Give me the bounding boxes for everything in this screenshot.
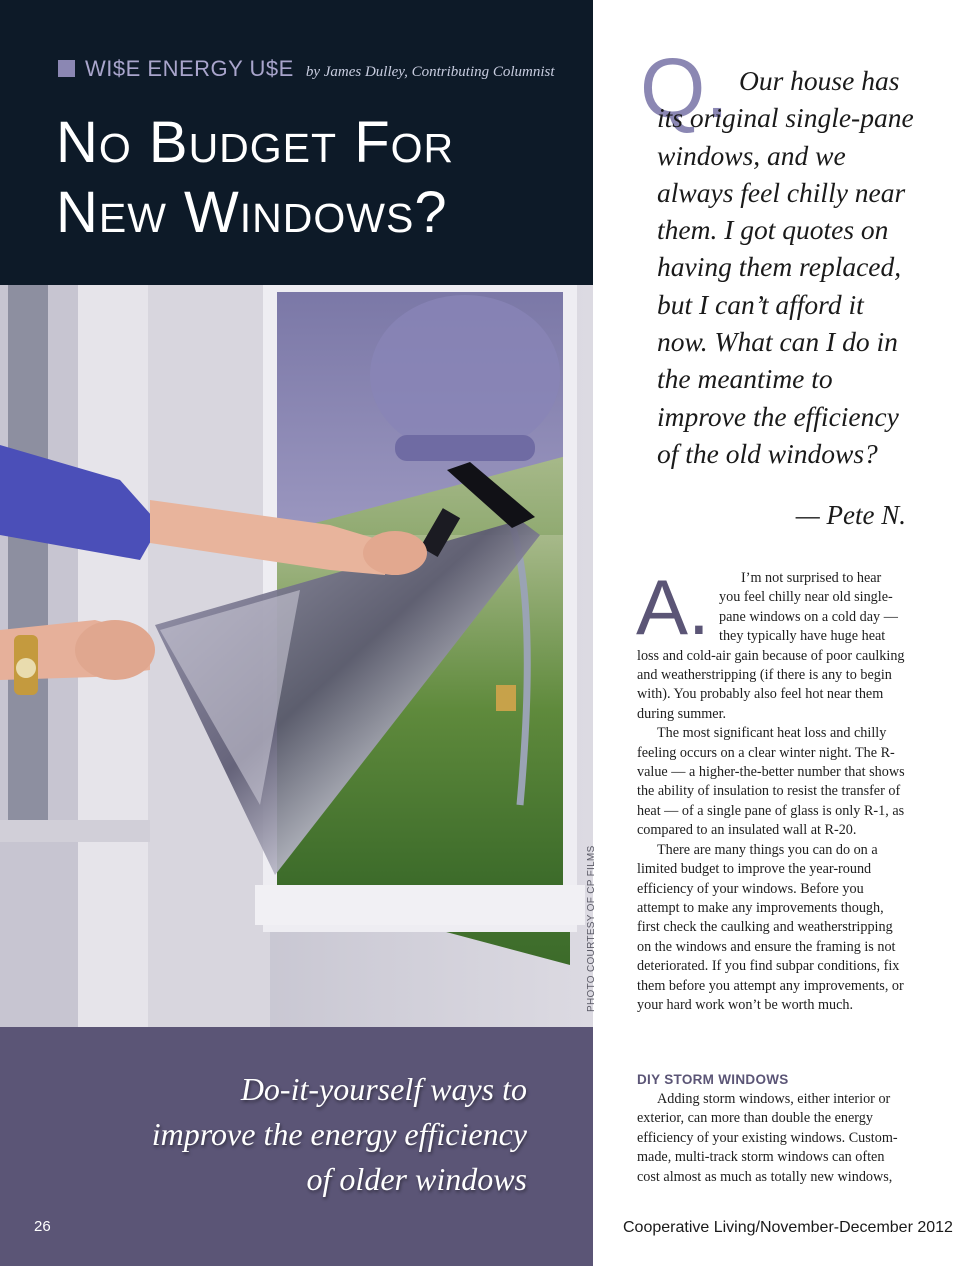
answer-letter: A. bbox=[636, 563, 710, 651]
window-film-photo bbox=[0, 285, 593, 1027]
headline-line-2: New Windows? bbox=[56, 180, 448, 245]
headline-line-1: No Budget For bbox=[56, 110, 455, 175]
deck-line-1: Do-it-yourself ways to bbox=[240, 1071, 527, 1107]
deck bbox=[152, 1067, 527, 1202]
department-line bbox=[58, 56, 555, 82]
section-text: Adding storm windows, either interior or exterior, can more than double the energy efficiency of your existing windows. Custom-made, multi-track storm windows can often cost almost as much as totally new windows, bbox=[637, 1091, 898, 1185]
byline: by James Dulley, Contributing Columnist bbox=[305, 64, 555, 80]
answer-paragraph: There are many things you can do on a limited budget to improve the year-round efficiency of your windows. Before you attempt to make any improvements though, first check the caulking and weatherstripping on the windows and ensure the framing is not deteriorated. If you find subpar conditions, fix them before you attempt any improvements, or your hard work won’t be worth much. bbox=[637, 841, 904, 1013]
department-name: WI$E ENERGY U$E bbox=[85, 56, 294, 81]
department-square-icon bbox=[58, 60, 75, 77]
article-header bbox=[0, 0, 593, 285]
question-letter: Q. bbox=[640, 41, 729, 135]
question-text: Our house has its original single-pane windows, and we always feel chilly near them. I got quotes on having them replaced, but I can’t afford it now. What can I do in the meantime to improve the efficiency of the old windows? bbox=[657, 65, 914, 469]
headline bbox=[56, 108, 454, 248]
answer-paragraph: I’m not surprised to hear you feel chilly near old single-pane windows on a cold day — they typically have huge heat loss and cold-air gain because of poor caulking and weatherstripping (if there is any to begin with). You probably also feel hot near them during summer. bbox=[637, 570, 905, 722]
footer-publication: Cooperative Living/November-December 2012 bbox=[623, 1219, 953, 1236]
section-heading: DIY STORM WINDOWS bbox=[637, 1072, 789, 1087]
page-number: 26 bbox=[34, 1218, 51, 1235]
deck-line-2: improve the energy efficiency bbox=[151, 1116, 527, 1152]
deck-line-3: of older windows bbox=[306, 1161, 527, 1197]
answer-body bbox=[636, 563, 906, 1015]
photo-credit: PHOTO COURTESY OF CP FILMS bbox=[586, 845, 597, 1012]
question-signature: — Pete N. bbox=[795, 500, 906, 530]
answer-paragraph: The most significant heat loss and chilly feeling occurs on a clear winter night. The R-value — a higher-the-better number that shows the ability of insulation to resist the transfer of heat — of a single pane of glass is only R-1, as compared to an insulated wall at R-20. bbox=[637, 725, 905, 839]
deck-band bbox=[0, 1027, 593, 1266]
